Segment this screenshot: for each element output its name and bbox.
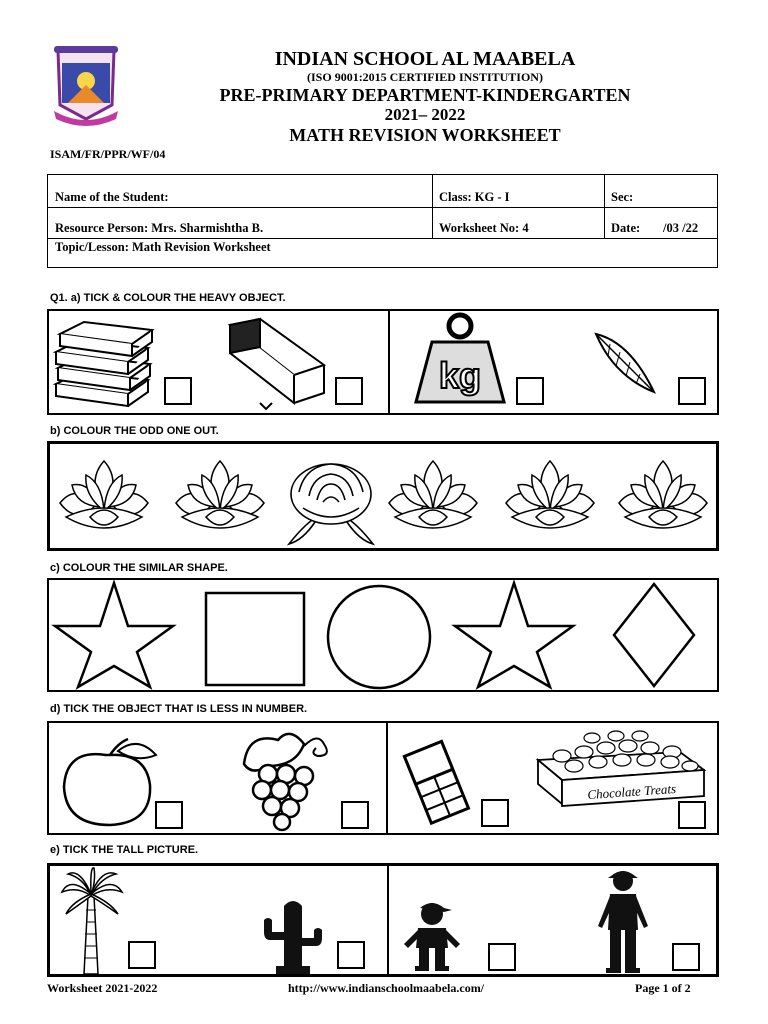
book-icon (220, 315, 330, 410)
checkbox-palm-tree[interactable] (128, 941, 156, 969)
question-1b: b) COLOUR THE ODD ONE OUT. (50, 425, 219, 437)
footer-worksheet: Worksheet 2021-2022 (47, 981, 158, 995)
cactus-icon (260, 896, 326, 974)
checkbox-book[interactable] (335, 377, 363, 405)
lotus-icon-1 (56, 455, 152, 541)
feather-icon (590, 328, 660, 398)
lotus-icon-4 (502, 455, 598, 541)
star-shape-1 (52, 580, 176, 690)
chocolate-box-label: Chocolate Treats (586, 780, 677, 803)
worksheet-title: MATH REVISION WORKSHEET (289, 125, 561, 145)
department: PRE-PRIMARY DEPARTMENT-KINDERGARTEN (219, 85, 631, 105)
kg-weight-icon (412, 312, 508, 408)
form-code: ISAM/FR/PPR/WF/04 (50, 147, 166, 161)
question-1c: c) COLOUR THE SIMILAR SHAPE. (50, 562, 228, 574)
palm-tree-icon (60, 866, 124, 976)
lotus-icon-2 (172, 455, 268, 541)
date-value: /03 /22 (663, 221, 699, 235)
iso-line: (ISO 9001:2015 CERTIFIED INSTITUTION) (307, 70, 543, 84)
section-label: Sec: (611, 190, 634, 204)
checkbox-feather[interactable] (678, 377, 706, 405)
checkbox-chocolate-bar[interactable] (481, 799, 509, 827)
checkbox-cactus[interactable] (337, 941, 365, 969)
resource-person: Resource Person: Mrs. Sharmishtha B. (55, 221, 264, 235)
school-name: INDIAN SCHOOL AL MAABELA (274, 48, 576, 70)
checkbox-chocolate-box[interactable] (678, 801, 706, 829)
academic-year: 2021– 2022 (384, 105, 466, 124)
kg-label: kg (438, 355, 482, 396)
checkbox-tall-man[interactable] (672, 943, 700, 971)
footer-url[interactable]: http://www.indianschoolmaabela.com/ (288, 981, 485, 995)
checkbox-peach[interactable] (155, 801, 183, 829)
checkbox-books[interactable] (164, 377, 192, 405)
student-name-label: Name of the Student: (55, 190, 169, 204)
checkbox-grapes[interactable] (341, 801, 369, 829)
checkbox-short-boy[interactable] (488, 943, 516, 971)
grapes-icon (238, 726, 338, 832)
square-shape (204, 591, 306, 687)
chocolate-bar-icon (396, 740, 478, 822)
books-stack-icon (52, 312, 156, 410)
topic-label: Topic/Lesson: Math Revision Worksheet (55, 240, 271, 254)
worksheet-number: Worksheet No: 4 (439, 221, 529, 235)
checkbox-weight[interactable] (516, 377, 544, 405)
tall-man-icon (594, 868, 652, 976)
class-label: Class: KG - I (439, 190, 510, 204)
lotus-icon-5 (615, 455, 711, 541)
chocolate-box-icon (532, 726, 708, 808)
diamond-shape (612, 582, 696, 688)
circle-shape (326, 584, 432, 690)
date-label: Date: (611, 221, 641, 235)
question-1d: d) TICK THE OBJECT THAT IS LESS IN NUMBER. (50, 703, 308, 715)
lotus-icon-3 (385, 455, 481, 541)
short-boy-icon (400, 900, 464, 972)
question-1e: e) TICK THE TALL PICTURE. (50, 844, 199, 856)
student-info-table (47, 174, 718, 268)
school-logo (50, 45, 122, 127)
question-1a: Q1. a) TICK & COLOUR THE HEAVY OBJECT. (50, 292, 286, 304)
peach-icon (58, 735, 160, 829)
star-shape-2 (452, 580, 576, 690)
footer-page: Page 1 of 2 (635, 981, 691, 995)
rose-icon (285, 452, 377, 546)
